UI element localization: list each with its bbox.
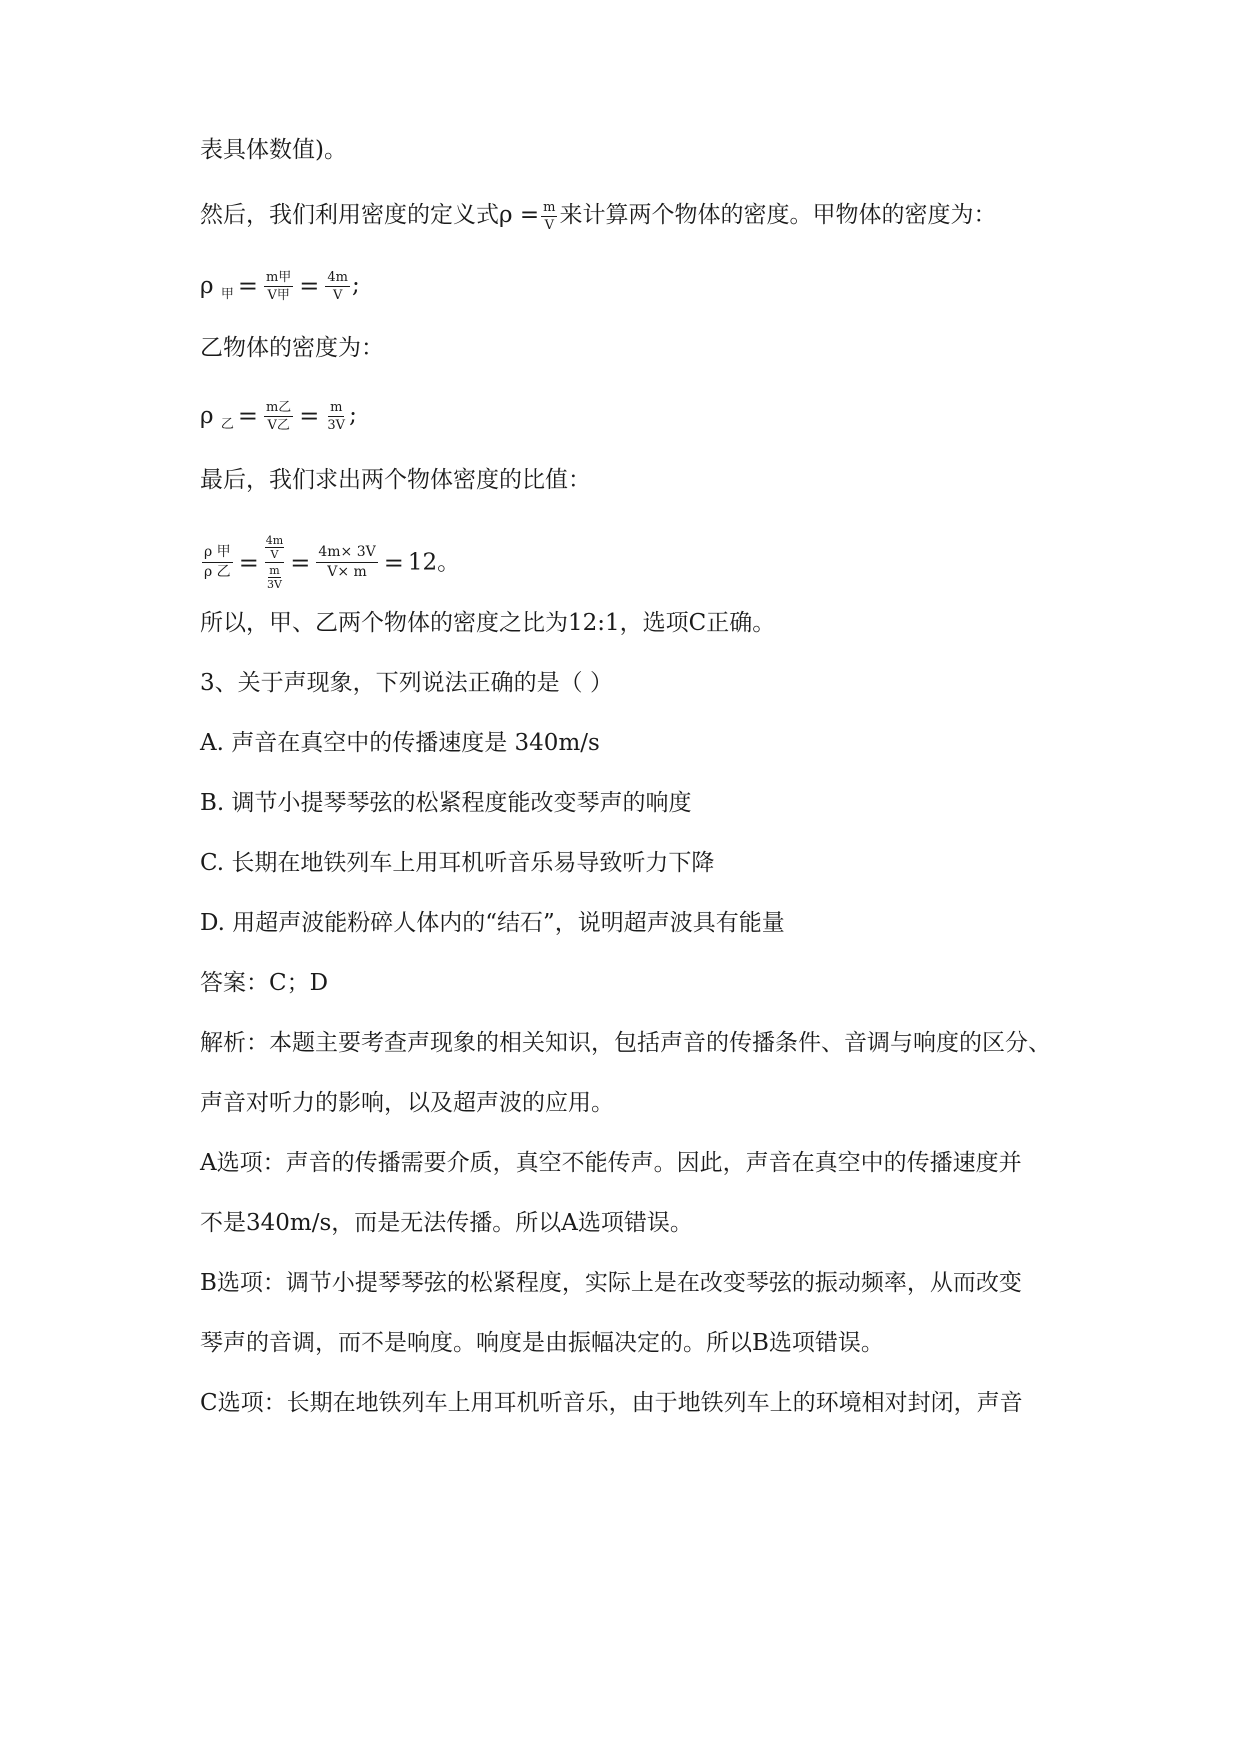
text-pre: 然后，我们利用密度的定义式ρ = [200,202,540,228]
option-b-analysis-2: 琴声的音调，而不是响度。响度是由振幅决定的。所以B选项错误。 [200,1330,884,1356]
fraction-m-3v: $\frac{m}{3V}$ [327,399,346,433]
nested-fraction: $\frac{\frac{4m}{V}}{\frac{m}{3V}}$ [265,534,284,591]
question-3: 3、关于声现象，下列说法正确的是（ ） [200,670,613,696]
option-a-analysis-1: A选项：声音的传播需要介质，真空不能传声。因此，声音在真空中的传播速度并 [200,1150,1022,1176]
fraction-mjia-vjia: $\frac{\text{m甲}}{\text{V甲}}$ [265,269,292,303]
formula-rho-yi: ρ $_乙$ = $\frac{\text{m乙}}{\text{V乙}}$ = $\frac{m}{3V}$ ; [200,399,357,433]
fraction-product: $\frac{4m\times 3V}{V\times m}$ [318,543,376,580]
option-c-analysis-1: C选项：长期在地铁列车上用耳机听音乐，由于地铁列车上的环境相对封闭，声音 [200,1390,1023,1416]
fraction-4m-v: $\frac{4m}{V}$ [327,269,349,303]
para-conclusion: 所以，甲、乙两个物体的密度之比为12:1，选项C正确。 [200,610,776,636]
para-ratio: 最后，我们求出两个物体密度的比值： [200,467,591,493]
analysis-line-2: 声音对听力的影响，以及超声波的应用。 [200,1090,614,1116]
para-1: 表具体数值)。 [200,137,347,163]
fraction-m-over-v: $\frac{m}{V}$ [543,199,556,233]
fraction-myi-vyi: $\frac{\text{m乙}}{\text{V乙}}$ [265,399,292,433]
analysis-line-1: 解析：本题主要考查声现象的相关知识，包括声音的传播条件、音调与响度的区分、 [200,1030,1051,1056]
option-a: A. 声音在真空中的传播速度是 340m/s [200,730,600,756]
option-c: C. 长期在地铁列车上用耳机听音乐易导致听力下降 [200,850,715,876]
formula-ratio: $\frac{\text{ρ 甲}}{\text{ρ 乙}}$ = $\frac{\frac{4m}{V}}{\frac{m}{3V}}$ = $\frac{4m\times 3V}{V\times m}$ = 12。 [204,534,461,591]
text-post: 来计算两个物体的密度。甲物体的密度为： [559,202,997,228]
formula-rho-jia: ρ $_甲$ = $\frac{\text{m甲}}{\text{V甲}}$ = $\frac{4m}{V}$ ; [200,269,360,303]
option-b-analysis-1: B选项：调节小提琴琴弦的松紧程度，实际上是在改变琴弦的振动频率，从而改变 [200,1270,1022,1296]
para-density-definition [200,200,996,232]
option-d: D. 用超声波能粉碎人体内的“结石”，说明超声波具有能量 [200,910,785,936]
fraction-rho-ratio: $\frac{\text{ρ 甲}}{\text{ρ 乙}}$ [204,543,231,580]
option-b: B. 调节小提琴琴弦的松紧程度能改变琴声的响度 [200,790,692,816]
option-a-analysis-2: 不是340m/s，而是无法传播。所以A选项错误。 [200,1210,693,1236]
para-yi-density: 乙物体的密度为： [200,335,384,361]
answer: 答案：C；D [200,970,329,996]
